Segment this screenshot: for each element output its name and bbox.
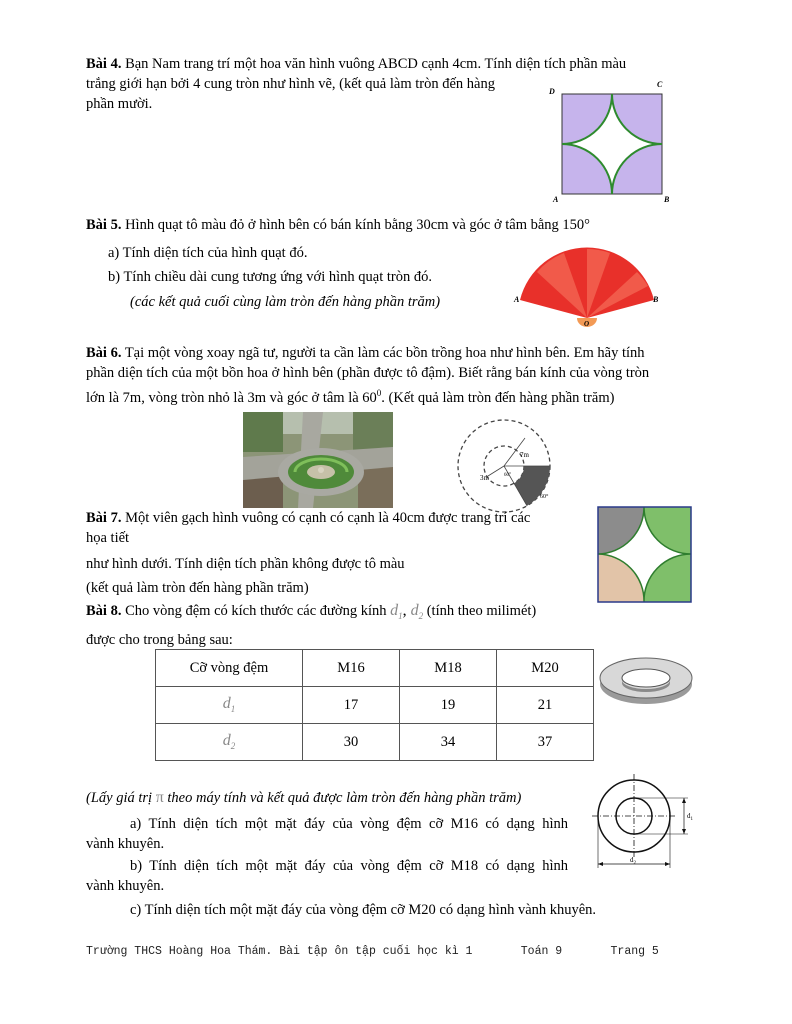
table-header-row bbox=[156, 650, 594, 687]
table-header-cell: Cỡ vòng đệm bbox=[156, 650, 303, 687]
drawing-label-d1: $d_1$ bbox=[687, 812, 693, 822]
bai5-label: Bài 5. bbox=[86, 217, 122, 233]
table-header-cell: M18 bbox=[400, 650, 497, 687]
bai6-radius-big: 7m bbox=[520, 451, 529, 459]
bai6-label: Bài 6. bbox=[86, 345, 122, 361]
table-cell: 30 bbox=[303, 724, 400, 761]
footer-page: Trang 5 bbox=[610, 945, 659, 958]
bai7-text: Bài 7. Một viên gạch hình vuông có cạnh có cạnh là 40cm được trang trí các họa tiết như hình dưới. Tính diện tích phần không được tô màu (kết quả làm tròn đến hàng phần trăm) bbox=[86, 510, 531, 596]
bai4-label: Bài 4. bbox=[86, 56, 122, 72]
table-cell: 21 bbox=[497, 687, 594, 724]
table-header-cell: M20 bbox=[497, 650, 594, 687]
bai5-question-a: a) Tính diện tích của hình quạt đó. bbox=[108, 245, 308, 261]
bai6-diagram bbox=[444, 418, 564, 514]
footer-school: Trường THCS Hoàng Hoa Thám. Bài tập ôn tập cuối học kì 1 bbox=[86, 945, 473, 958]
roundabout-photo bbox=[243, 412, 393, 508]
bai6-radius-small: 3m bbox=[480, 474, 489, 482]
bai5-label-b: B bbox=[653, 295, 659, 304]
bai8-question-a: a) Tính diện tích một mặt đáy của vòng đệm cỡ M16 có dạng hình vành khuyên. bbox=[86, 816, 568, 852]
page-footer bbox=[86, 945, 659, 958]
bai4-figure bbox=[545, 78, 680, 208]
bai5-label-a: A bbox=[514, 295, 520, 304]
table-row bbox=[156, 724, 594, 761]
bai7-tile-figure bbox=[597, 506, 692, 603]
bai4-label-b: B bbox=[664, 195, 670, 204]
table-header-cell: M16 bbox=[303, 650, 400, 687]
bai5-note: (các kết quả cuối cùng làm tròn đến hàng phần trăm) bbox=[130, 294, 441, 310]
washer-technical-drawing bbox=[590, 772, 700, 872]
bai6-angle: 60° bbox=[540, 494, 549, 500]
footer-subject: Toán 9 bbox=[520, 945, 563, 958]
bai4-label-a: A bbox=[553, 195, 559, 204]
bai4-text: Bài 4. Bạn Nam trang trí một hoa văn hình vuông ABCD cạnh 4cm. Tính diện tích phần màu trắng giới hạn bởi 4 cung tròn như hình vẽ, (kết quả làm tròn đến hàng phần mười. bbox=[86, 56, 627, 112]
table-cell: 17 bbox=[303, 687, 400, 724]
bai8-text: Bài 8. Cho vòng đệm có kích thước các đường kính $d_1$, $d_2$ (tính theo milimét) được cho trong bảng sau: bbox=[86, 602, 537, 649]
table-row-label: $d_2$ bbox=[156, 724, 303, 761]
bai6-text: Bài 6. Tại một vòng xoay ngã tư, người ta cần làm các bồn trồng hoa như hình bên. Em hãy tính phần diện tích của một bồn hoa ở hình bên (phần được tô đậm). Biết rằng bán kính của vòng tròn lớn là 7m, vòng tròn nhỏ là 3m và góc ở tâm là $60^0$. (Kết quả làm tròn đến hàng phần trăm) bbox=[86, 345, 650, 406]
drawing-label-d2: $d_2$ bbox=[630, 856, 636, 866]
bai8-label: Bài 8. bbox=[86, 603, 122, 619]
bai5-question-b: b) Tính chiều dài cung tương ứng với hình quạt tròn đó. bbox=[108, 269, 432, 285]
bai6-inner-angle: 60° bbox=[504, 473, 511, 478]
bai8-question-b: b) Tính diện tích một mặt đáy của vòng đệm cỡ M18 có dạng hình vành khuyên. bbox=[86, 858, 568, 894]
bai4-label-d: D bbox=[549, 87, 555, 96]
bai5-text: Bài 5. Hình quạt tô màu đỏ ở hình bên có bán kính bằng 30cm và góc ở tâm bằng 150° bbox=[86, 217, 590, 233]
table-row-label: $d_1$ bbox=[156, 687, 303, 724]
washer-table bbox=[155, 649, 594, 761]
table-row bbox=[156, 687, 594, 724]
table-cell: 19 bbox=[400, 687, 497, 724]
bai5-label-o: O bbox=[584, 320, 590, 328]
bai4-label-c: C bbox=[657, 80, 663, 89]
bai5-fan-figure bbox=[510, 236, 670, 336]
table-cell: 34 bbox=[400, 724, 497, 761]
bai7-label: Bài 7. bbox=[86, 510, 122, 526]
bai8-question-c: c) Tính diện tích một mặt đáy của vòng đệm cỡ M20 có dạng hình vành khuyên. bbox=[130, 902, 597, 918]
bai8-note: (Lấy giá trị π theo máy tính và kết quả được làm tròn đến hàng phần trăm) bbox=[86, 789, 522, 806]
table-cell: 37 bbox=[497, 724, 594, 761]
washer-image bbox=[598, 654, 694, 706]
